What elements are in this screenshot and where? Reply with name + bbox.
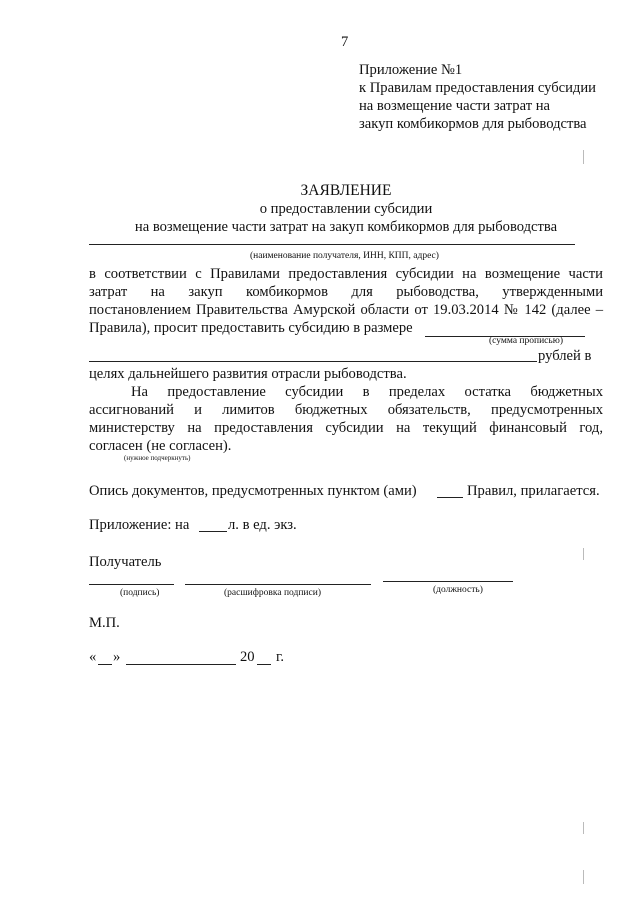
title-heading: ЗАЯВЛЕНИЕ bbox=[300, 182, 392, 199]
title-subtitle-1: о предоставлении субсидии bbox=[259, 201, 433, 217]
sum-field-line-2 bbox=[89, 361, 537, 362]
para2-line-2: ассигнований и лимитов бюджетных обязательств, предусмотренных bbox=[89, 402, 603, 418]
para2-line-3: министерству на предоставления субсидии на текущий финансовый год, bbox=[89, 420, 603, 436]
appendix-line-2: к Правилам предоставления субсидии bbox=[359, 80, 596, 96]
signature-hint: (подпись) bbox=[120, 588, 160, 598]
attachment-text-before: Приложение: на bbox=[89, 517, 190, 533]
body-line-2: затрат на закуп комбикормов для рыбоводства, утвержденными bbox=[89, 284, 603, 300]
attachment-pages-field bbox=[199, 531, 227, 532]
date-close-quote: » bbox=[113, 649, 121, 665]
signature-field-line bbox=[89, 584, 174, 585]
attachment-text-after: л. в ед. экз. bbox=[228, 517, 297, 533]
para2-line-4: согласен (не согласен). bbox=[89, 438, 232, 454]
scan-edge-mark bbox=[583, 822, 584, 834]
body-line-5: целях дальнейшего развития отрасли рыбоводства. bbox=[89, 366, 407, 382]
inventory-text-before: Опись документов, предусмотренных пунктом (ами) bbox=[89, 483, 417, 499]
rubles-label: рублей в bbox=[538, 348, 592, 364]
title-subtitle-2: на возмещение части затрат на закуп комбикормов для рыбоводства bbox=[134, 219, 558, 235]
scan-edge-mark bbox=[583, 548, 584, 560]
position-hint: (должность) bbox=[433, 585, 483, 595]
date-month-field bbox=[126, 664, 236, 665]
position-field-line bbox=[383, 581, 513, 582]
sum-hint: (сумма прописью) bbox=[489, 336, 563, 346]
inventory-text-after: Правил, прилагается. bbox=[467, 483, 600, 499]
appendix-line-3: на возмещение части затрат на bbox=[359, 98, 551, 114]
scan-edge-mark bbox=[583, 870, 584, 884]
recipient-label: Получатель bbox=[89, 554, 162, 570]
date-year-prefix: 20 bbox=[240, 649, 255, 665]
date-day-field bbox=[98, 664, 112, 665]
body-line-1: в соответствии с Правилами предоставления субсидии на возмещение части bbox=[89, 266, 603, 282]
scan-edge-mark bbox=[583, 150, 584, 164]
body-line-3: постановлением Правительства Амурской области от 19.03.2014 № 142 (далее – bbox=[89, 302, 603, 318]
date-open-quote: « bbox=[89, 649, 97, 665]
date-year-field bbox=[257, 664, 271, 665]
inventory-points-field bbox=[437, 497, 463, 498]
underline-hint: (нужное подчеркнуть) bbox=[124, 454, 191, 462]
recipient-field-line bbox=[89, 244, 575, 245]
signature-decoding-field-line bbox=[185, 584, 371, 585]
appendix-line-1: Приложение №1 bbox=[359, 62, 463, 78]
date-year-suffix: г. bbox=[276, 649, 284, 665]
recipient-hint: (наименование получателя, ИНН, КПП, адрес) bbox=[250, 251, 439, 261]
stamp-label: М.П. bbox=[89, 615, 120, 631]
decoding-hint: (расшифровка подписи) bbox=[224, 588, 321, 598]
appendix-line-4: закуп комбикормов для рыбоводства bbox=[359, 116, 587, 132]
page-number: 7 bbox=[341, 34, 349, 50]
para2-line-1: На предоставление субсидии в пределах остатка бюджетных bbox=[131, 384, 603, 400]
body-line-4: Правила), просит предоставить субсидию в размере bbox=[89, 320, 413, 336]
